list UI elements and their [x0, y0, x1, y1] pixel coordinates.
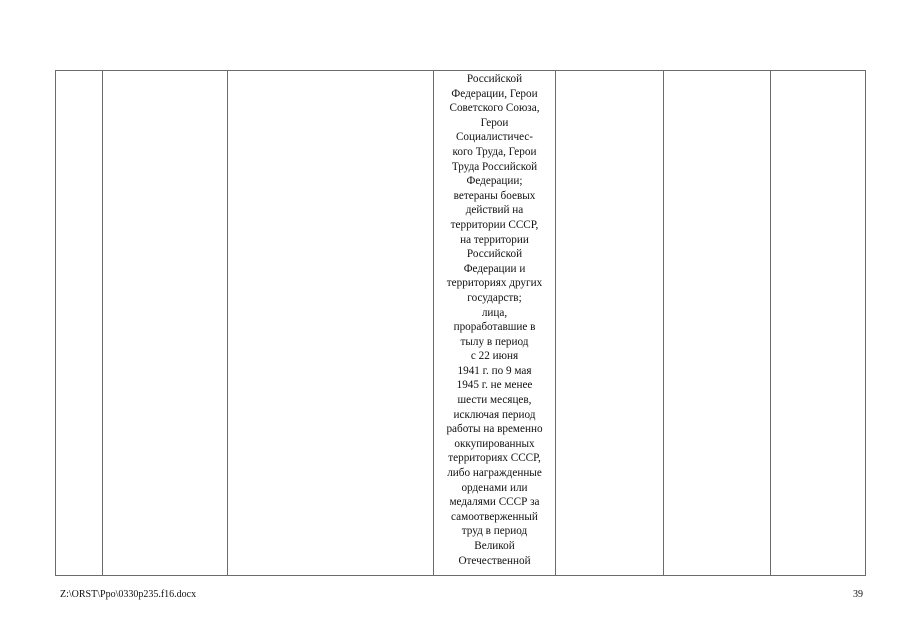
text-line: шести месяцев,	[457, 394, 532, 407]
text-line: Герои	[480, 116, 509, 129]
text-line: территориях других	[446, 277, 543, 290]
text-line: территориях СССР,	[448, 452, 541, 465]
table-row	[56, 71, 866, 576]
text-line: кого Труда, Герои	[452, 145, 537, 158]
text-line: с 22 июня	[470, 350, 519, 363]
data-table	[55, 70, 866, 576]
text-line: работы на временно	[446, 423, 543, 436]
text-line: орденами или	[461, 481, 528, 494]
text-line: оккупированных	[454, 437, 535, 450]
table-cell-col-5	[556, 71, 664, 576]
table-cell-col-4	[434, 71, 556, 576]
text-line: Советского Союза,	[449, 102, 540, 115]
text-line: Федерации;	[466, 175, 523, 188]
text-line: тылу в период	[460, 335, 529, 348]
text-line: ветераны боевых	[453, 189, 536, 202]
text-line: Великой	[474, 540, 515, 552]
text-line: исключая период	[453, 408, 536, 421]
text-line: Российской	[466, 73, 523, 85]
text-line: Труда Российской	[451, 160, 538, 173]
table-cell-col-6	[664, 71, 771, 576]
text-line: 1945 г. не менее	[456, 379, 533, 392]
text-line: проработавшие в	[453, 321, 536, 334]
text-line: лица,	[481, 306, 508, 319]
text-line: на территории	[460, 233, 529, 246]
text-line: действий на	[465, 204, 524, 217]
footer-file-path: Z:\ORST\Ppo\0330p235.f16.docx	[60, 589, 197, 600]
text-line: государств;	[467, 291, 522, 304]
footer-page-number: 39	[853, 589, 863, 600]
text-line: территории СССР,	[450, 218, 539, 231]
text-line: труд в период	[461, 525, 528, 538]
text-line: Федерации, Герои	[451, 87, 538, 100]
text-line: либо награжденные	[447, 467, 542, 480]
text-line: Российской	[466, 248, 523, 261]
table-cell-col-7	[771, 71, 866, 576]
table-cell-col-2	[103, 71, 228, 576]
text-line: самоотверженный	[451, 510, 538, 523]
text-line: медалями СССР за	[449, 496, 540, 509]
text-line: Отечественной	[458, 554, 531, 567]
table-cell-col-3	[228, 71, 434, 576]
text-line: Федерации и	[463, 262, 526, 275]
beneficiary-categories-text	[434, 71, 555, 568]
text-line: Социалистичес-	[455, 131, 534, 144]
table-cell-col-1	[56, 71, 103, 576]
text-line: 1941 г. по 9 мая	[457, 364, 532, 377]
